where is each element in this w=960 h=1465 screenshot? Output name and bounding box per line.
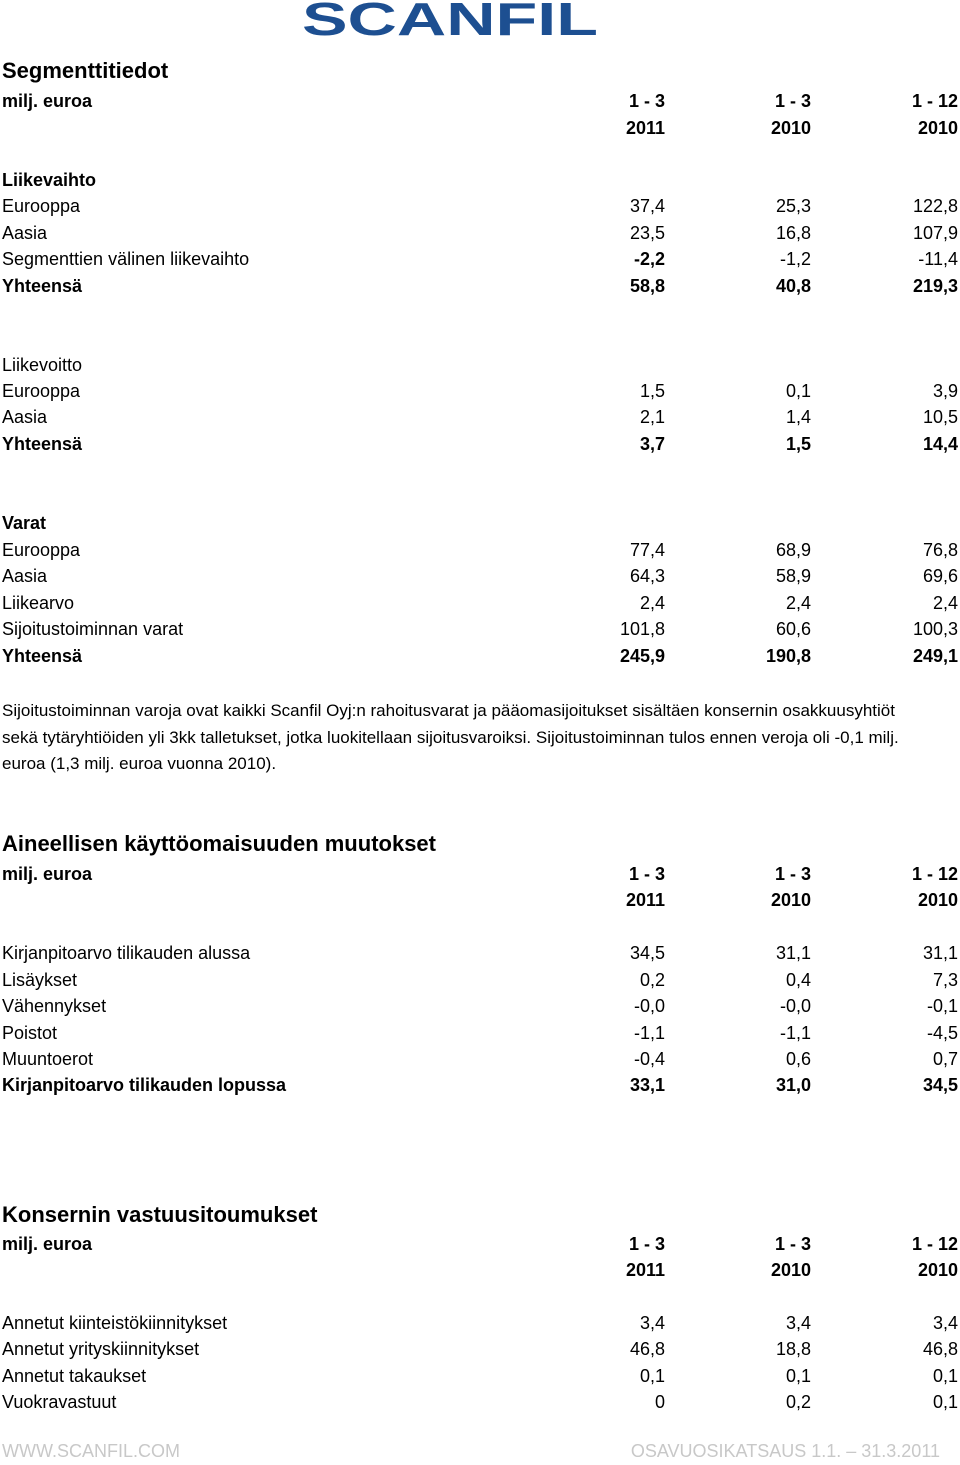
operating-profit-heading — [2, 352, 958, 378]
assets-heading — [2, 510, 958, 536]
cell: 68,9 — [775, 540, 811, 560]
total-row — [2, 273, 958, 299]
table-row — [2, 590, 958, 616]
period-col-3: 1 - 12 — [911, 1234, 958, 1254]
total-row — [2, 1072, 958, 1098]
cell: -2,2 — [633, 249, 665, 269]
unit-label: milj. euroa — [2, 91, 93, 111]
row-label: Annetut yrityskiinnitykset — [2, 1339, 200, 1359]
row-label: Lisäykset — [2, 970, 78, 990]
segment-header-years — [2, 115, 958, 141]
cell: 46,8 — [922, 1339, 958, 1359]
table-row — [2, 193, 958, 219]
cell: 2,1 — [639, 407, 665, 427]
cell: 2,4 — [785, 593, 811, 613]
row-label: Aasia — [2, 407, 48, 427]
operating-profit-heading-label: Liikevoitto — [2, 355, 83, 375]
period-col-2: 1 - 3 — [774, 864, 811, 884]
year-col-2: 2010 — [770, 1260, 811, 1280]
cell: 0,1 — [639, 1366, 665, 1386]
commitments-title: Konsernin vastuusitoumukset — [2, 1202, 318, 1227]
row-label: Yhteensä — [2, 276, 83, 296]
table-row — [2, 1046, 958, 1072]
cell: 31,0 — [775, 1075, 811, 1095]
cell: 76,8 — [922, 540, 958, 560]
cell: 0,7 — [932, 1049, 958, 1069]
scanfil-logo — [300, 0, 600, 40]
table-row — [2, 616, 958, 642]
cell: 14,4 — [922, 434, 958, 454]
cell: 107,9 — [912, 223, 958, 243]
cell: -0,0 — [633, 996, 665, 1016]
row-label: Annetut takaukset — [2, 1366, 147, 1386]
table-row — [2, 1310, 958, 1336]
cell: -0,1 — [926, 996, 958, 1016]
cell: 46,8 — [629, 1339, 665, 1359]
cell: 0 — [654, 1392, 665, 1412]
cell: 23,5 — [629, 223, 665, 243]
row-label: Eurooppa — [2, 381, 81, 401]
table-row — [2, 1389, 958, 1415]
year-col-2: 2010 — [770, 118, 811, 138]
year-col-1: 2011 — [625, 118, 665, 138]
cell: 34,5 — [922, 1075, 958, 1095]
investment-note: Sijoitustoiminnan varoja ovat kaikki Scanfil Oyj:n rahoitusvarat ja pääomasijoitukset sisältäen konsernin osakkuusyhtiöt sekä tytäryhtiöiden yli 3kk talletukset, jotka luokitellaan sijoitusvaroiksi. Sijoitustoiminnan tulos ennen veroja oli -0,1 milj. euroa (1,3 milj. euroa vuonna 2010). — [2, 701, 899, 773]
cell: 2,4 — [932, 593, 958, 613]
cell: 40,8 — [775, 276, 811, 296]
cell: 0,1 — [785, 381, 811, 401]
cell: -1,2 — [779, 249, 811, 269]
row-label: Kirjanpitoarvo tilikauden alussa — [2, 943, 251, 963]
table-row — [2, 1336, 958, 1362]
row-label: Aasia — [2, 223, 48, 243]
segment-title: Segmenttitiedot — [2, 58, 169, 83]
cell: 60,6 — [775, 619, 811, 639]
cell: 37,4 — [629, 196, 665, 216]
cell: 1,5 — [785, 434, 811, 454]
row-label: Kirjanpitoarvo tilikauden lopussa — [2, 1075, 287, 1095]
cell: 0,4 — [785, 970, 811, 990]
cell: 58,9 — [775, 566, 811, 586]
period-col-3: 1 - 12 — [911, 864, 958, 884]
cell: -0,0 — [779, 996, 811, 1016]
cell: 31,1 — [775, 943, 811, 963]
table-row — [2, 1020, 958, 1046]
table-row — [2, 993, 958, 1019]
cell: 1,4 — [785, 407, 811, 427]
cell: -1,1 — [779, 1023, 811, 1043]
row-label: Muuntoerot — [2, 1049, 94, 1069]
commitments-header-periods — [2, 1231, 958, 1257]
footer-website: WWW.SCANFIL.COM — [2, 1441, 180, 1461]
cell: 25,3 — [775, 196, 811, 216]
tangible-header-years — [2, 887, 958, 913]
year-col-3: 2010 — [917, 118, 958, 138]
cell: 1,5 — [639, 381, 665, 401]
cell: 0,2 — [639, 970, 665, 990]
period-col-3: 1 - 12 — [911, 91, 958, 111]
cell: 0,2 — [785, 1392, 811, 1412]
cell: -4,5 — [926, 1023, 958, 1043]
period-col-1: 1 - 3 — [628, 864, 665, 884]
table-row — [2, 220, 958, 246]
cell: 3,7 — [639, 434, 665, 454]
year-col-2: 2010 — [770, 890, 811, 910]
total-row — [2, 643, 958, 669]
cell: 69,6 — [922, 566, 958, 586]
cell: 0,1 — [932, 1366, 958, 1386]
row-label: Eurooppa — [2, 540, 81, 560]
table-row — [2, 378, 958, 404]
row-label: Yhteensä — [2, 434, 83, 454]
cell: 0,6 — [785, 1049, 811, 1069]
cell: -0,4 — [633, 1049, 665, 1069]
table-row — [2, 246, 958, 272]
cell: 34,5 — [629, 943, 665, 963]
table-row — [2, 967, 958, 993]
cell: 0,1 — [932, 1392, 958, 1412]
cell: 16,8 — [775, 223, 811, 243]
row-label: Vuokravastuut — [2, 1392, 117, 1412]
cell: 33,1 — [629, 1075, 665, 1095]
total-row — [2, 431, 958, 457]
row-label: Yhteensä — [2, 646, 83, 666]
tangible-assets-title: Aineellisen käyttöomaisuuden muutokset — [2, 831, 436, 856]
cell: 122,8 — [912, 196, 958, 216]
cell: 7,3 — [932, 970, 958, 990]
cell: 3,4 — [639, 1313, 665, 1333]
cell: 190,8 — [765, 646, 811, 666]
cell: 3,4 — [785, 1313, 811, 1333]
row-label: Sijoitustoiminnan varat — [2, 619, 184, 639]
cell: 100,3 — [912, 619, 958, 639]
cell: 101,8 — [619, 619, 665, 639]
table-row — [2, 537, 958, 563]
cell: 249,1 — [912, 646, 958, 666]
cell: 0,1 — [785, 1366, 811, 1386]
period-col-1: 1 - 3 — [628, 1234, 665, 1254]
row-label: Eurooppa — [2, 196, 81, 216]
table-row — [2, 1363, 958, 1389]
cell: -1,1 — [633, 1023, 665, 1043]
period-col-2: 1 - 3 — [774, 91, 811, 111]
tangible-header-periods — [2, 861, 958, 887]
unit-label: milj. euroa — [2, 1234, 93, 1254]
cell: 18,8 — [775, 1339, 811, 1359]
period-col-2: 1 - 3 — [774, 1234, 811, 1254]
cell: 64,3 — [629, 566, 665, 586]
row-label: Liikearvo — [2, 593, 75, 613]
commitments-header-years — [2, 1257, 958, 1283]
table-row — [2, 563, 958, 589]
assets-heading-label: Varat — [2, 513, 47, 533]
cell: -11,4 — [918, 249, 958, 269]
row-label: Vähennykset — [2, 996, 107, 1016]
revenue-heading — [2, 167, 958, 193]
cell: 3,9 — [932, 381, 958, 401]
cell: 77,4 — [629, 540, 665, 560]
cell: 10,5 — [922, 407, 958, 427]
row-label: Annetut kiinteistökiinnitykset — [2, 1313, 228, 1333]
table-row — [2, 404, 958, 430]
row-label: Poistot — [2, 1023, 58, 1043]
year-col-3: 2010 — [917, 1260, 958, 1280]
cell: 31,1 — [922, 943, 958, 963]
period-col-1: 1 - 3 — [628, 91, 665, 111]
cell: 3,4 — [932, 1313, 958, 1333]
cell: 2,4 — [639, 593, 665, 613]
cell: 219,3 — [912, 276, 958, 296]
cell: 58,8 — [629, 276, 665, 296]
row-label: Aasia — [2, 566, 48, 586]
unit-label: milj. euroa — [2, 864, 93, 884]
table-row — [2, 940, 958, 966]
year-col-1: 2011 — [625, 1260, 665, 1280]
segment-header-periods — [2, 88, 958, 114]
revenue-heading-label: Liikevaihto — [2, 170, 97, 190]
year-col-1: 2011 — [625, 890, 665, 910]
footer-report-title: OSAVUOSIKATSAUS 1.1. – 31.3.2011 — [630, 1441, 940, 1461]
year-col-3: 2010 — [917, 890, 958, 910]
row-label: Segmenttien välinen liikevaihto — [2, 249, 250, 269]
cell: 245,9 — [619, 646, 665, 666]
logo-text: SCANFIL — [302, 0, 598, 40]
